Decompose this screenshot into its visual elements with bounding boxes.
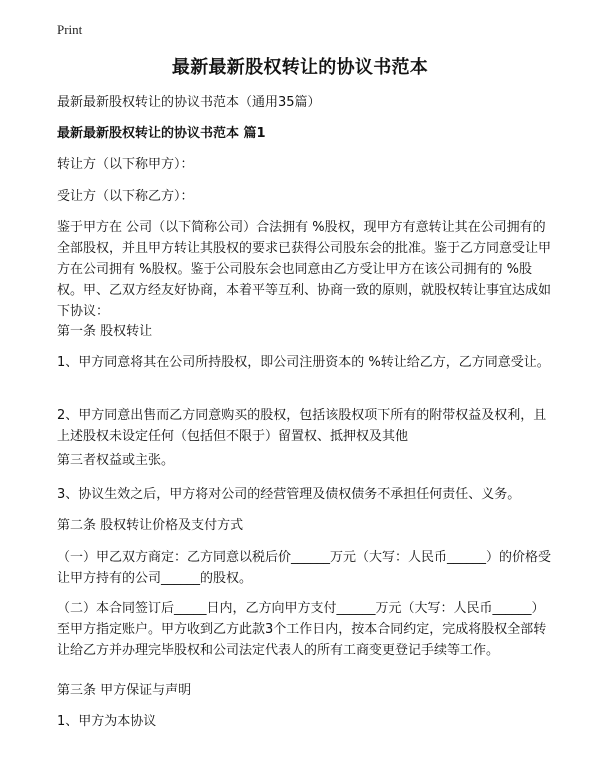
paragraph-clause: 第三者权益或主张。 (57, 453, 175, 468)
paragraph-clause: 1、甲方同意将其在公司所持股权，即公司注册资本的 %转让给乙方，乙方同意受让。 (57, 355, 550, 370)
print-link[interactable]: Print (57, 22, 83, 37)
article-heading: 第一条 股权转让 (57, 324, 153, 339)
paragraph-clause: （一）甲乙双方商定：乙方同意以税后价______万元（大写：人民币______）的价格受让甲方持有的公司______的股权。 (57, 550, 552, 586)
paragraph-clause: 3、协议生效之后，甲方将对公司的经营管理及债权债务不承担任何责任、义务。 (57, 487, 521, 502)
article-heading: 第二条 股权转让价格及支付方式 (57, 518, 244, 533)
paragraph-clause: 1、甲方为本协议 (57, 714, 157, 729)
document-subtitle: 最新最新股权转让的协议书范本（通用35篇） (57, 95, 321, 110)
paragraph-recitals: 鉴于甲方在 公司（以下简称公司）合法拥有 %股权，现甲方有意转让其在公司拥有的全部股权，并且甲方转让其股权的要求已获得公司股东会的批准。鉴于乙方同意受让甲方在公司拥有 %股权。鉴于公司股东会也同意由乙方受让甲方在该公司拥有的 %股权。甲、乙双方经友好协商，本着平等互利、协商一致的原则，就股权转让事宜达成如下协议： (57, 220, 552, 319)
page-title: 最新最新股权转让的协议书范本 (171, 57, 429, 78)
paragraph-transferor: 转让方（以下称甲方）： (57, 157, 194, 172)
section-heading: 最新最新股权转让的协议书范本 篇1 (57, 126, 266, 141)
paragraph-clause: 2、甲方同意出售而乙方同意购买的股权，包括该股权项下所有的附带权益及权利，且上述股权未设定任何（包括但不限于）留置权、抵押权及其他 (57, 408, 547, 444)
article-heading: 第三条 甲方保证与声明 (57, 683, 192, 698)
paragraph-transferee: 受让方（以下称乙方）： (57, 189, 194, 204)
paragraph-clause: （二）本合同签订后_____日内，乙方向甲方支付______万元（大写：人民币______）至甲方指定账户。甲方收到乙方此款3个工作日内，按本合同约定，完成将股权全部转让给乙方并办理完毕股权和公司法定代表人的所有工商变更登记手续等工作。 (57, 601, 547, 658)
